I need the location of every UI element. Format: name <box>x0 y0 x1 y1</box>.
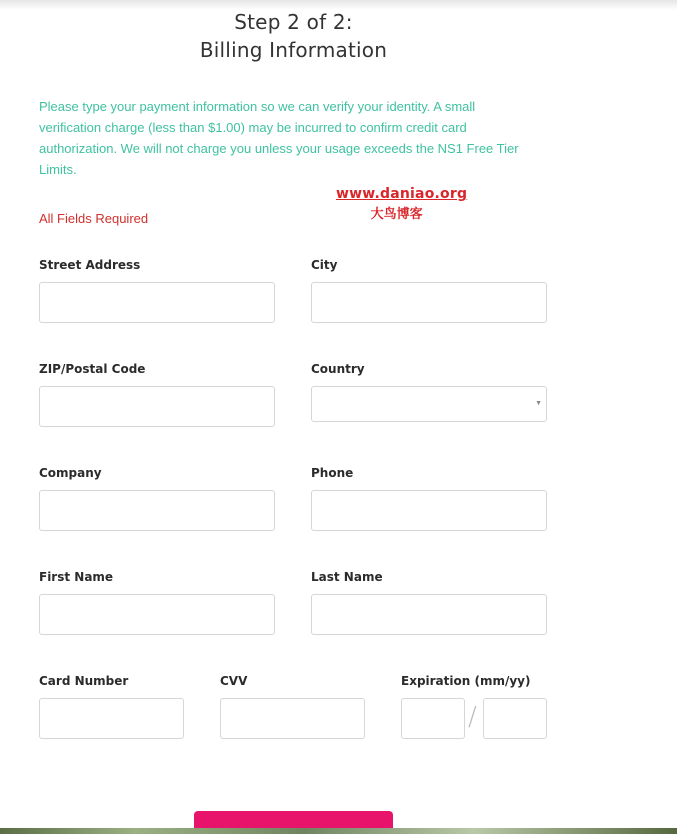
step-indicator: Step 2 of 2: <box>234 10 353 34</box>
expiration-separator: / <box>468 702 477 732</box>
zip-label: ZIP/Postal Code <box>39 362 146 376</box>
city-label: City <box>311 258 338 272</box>
phone-input[interactable] <box>311 490 547 531</box>
last-name-label: Last Name <box>311 570 383 584</box>
country-label: Country <box>311 362 365 376</box>
city-input[interactable] <box>311 282 547 323</box>
expiration-year-input[interactable] <box>483 698 547 739</box>
country-select[interactable] <box>311 386 547 422</box>
company-label: Company <box>39 466 102 480</box>
bottom-background-strip <box>0 828 677 834</box>
phone-label: Phone <box>311 466 354 480</box>
card-number-label: Card Number <box>39 674 129 688</box>
street-address-input[interactable] <box>39 282 275 323</box>
cvv-input[interactable] <box>220 698 365 739</box>
top-shadow <box>0 0 677 10</box>
watermark-name: 大鸟博客 <box>370 206 423 221</box>
last-name-input[interactable] <box>311 594 547 635</box>
watermark-url: www.daniao.org <box>336 186 468 202</box>
street-address-label: Street Address <box>39 258 141 272</box>
cvv-label: CVV <box>220 674 248 688</box>
expiration-month-input[interactable] <box>401 698 465 739</box>
page-title: Billing Information <box>199 38 388 62</box>
first-name-label: First Name <box>39 570 114 584</box>
chevron-down-icon: ▼ <box>535 400 542 407</box>
expiration-label: Expiration (mm/yy) <box>401 674 531 688</box>
zip-input[interactable] <box>39 386 275 427</box>
intro-text: Please type your payment information so we can verify your identity. A small verification charge (less than $1.00) may be incurred to confirm credit card authorization. We will not charge you unless your usage exceeds the NS1 Free Tier Limits. <box>39 99 519 177</box>
watermark <box>336 186 467 222</box>
card-number-input[interactable] <box>39 698 184 739</box>
company-input[interactable] <box>39 490 275 531</box>
required-note: All Fields Required <box>39 211 149 226</box>
first-name-input[interactable] <box>39 594 275 635</box>
